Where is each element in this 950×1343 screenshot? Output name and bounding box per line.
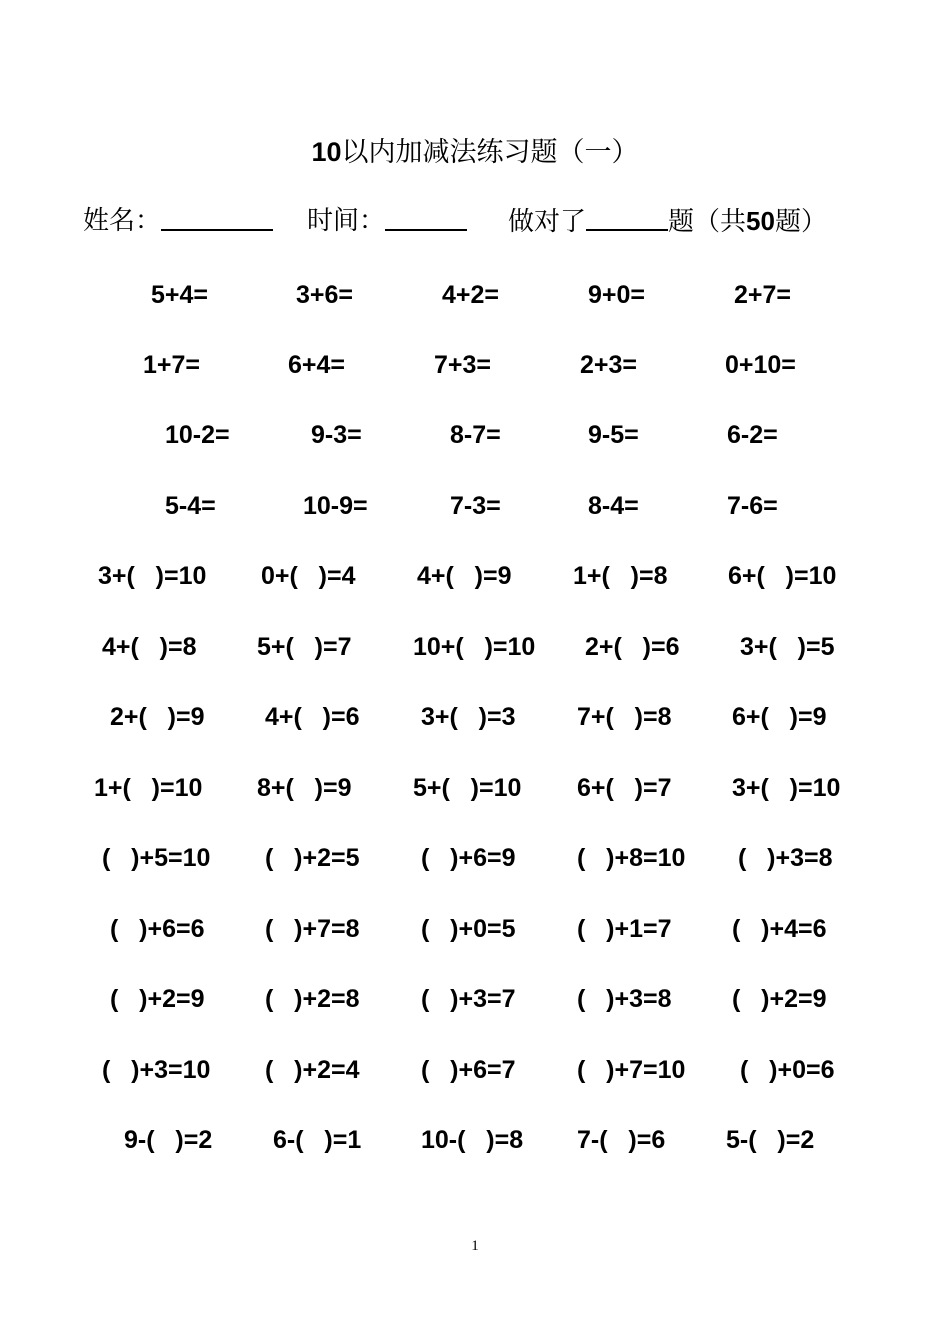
math-problem: 3+6= xyxy=(296,281,354,309)
math-problem: 9-( )=2 xyxy=(124,1126,213,1154)
math-problem: 6+( )=10 xyxy=(728,562,837,590)
time-label: 时间： xyxy=(307,206,386,236)
math-problem: 9+0= xyxy=(588,281,646,309)
math-problem: 10+( )=10 xyxy=(413,633,536,661)
math-problem: 2+( )=9 xyxy=(110,703,205,731)
math-problem: 0+( )=4 xyxy=(261,562,356,590)
time-field xyxy=(307,201,467,241)
math-problem: 9-3= xyxy=(311,421,362,449)
math-problem: 6-2= xyxy=(727,421,778,449)
math-problem: ( )+6=7 xyxy=(421,1056,516,1084)
math-problem: ( )+2=9 xyxy=(732,985,827,1013)
math-problem: ( )+2=5 xyxy=(265,844,360,872)
math-problem: 4+( )=9 xyxy=(417,562,512,590)
math-problem: 2+7= xyxy=(734,281,792,309)
name-field xyxy=(83,201,273,241)
math-problem: 6+4= xyxy=(288,351,346,379)
math-problem: ( )+3=7 xyxy=(421,985,516,1013)
math-problem: 3+( )=10 xyxy=(98,562,207,590)
math-problem: 8+( )=9 xyxy=(257,774,352,802)
score-field xyxy=(508,201,827,241)
math-problem: ( )+3=10 xyxy=(102,1056,211,1084)
math-problem: ( )+8=10 xyxy=(577,844,686,872)
math-problem: 10-( )=8 xyxy=(421,1126,524,1154)
math-problem: 3+( )=5 xyxy=(740,633,835,661)
math-problem: ( )+2=4 xyxy=(265,1056,360,1084)
math-problem: 2+3= xyxy=(580,351,638,379)
question-suffix: 题（共 xyxy=(668,207,747,237)
math-problem: ( )+6=9 xyxy=(421,844,516,872)
name-blank xyxy=(161,201,273,231)
math-problem: ( )+3=8 xyxy=(738,844,833,872)
math-problem: ( )+0=6 xyxy=(740,1056,835,1084)
correct-blank xyxy=(586,201,668,231)
math-problem: ( )+4=6 xyxy=(732,915,827,943)
title-text: 以内加减法练习题（一） xyxy=(341,137,639,168)
math-problem: 7-( )=6 xyxy=(577,1126,666,1154)
math-problem: 10-9= xyxy=(303,492,368,520)
math-problem: 6+( )=7 xyxy=(577,774,672,802)
math-problem: ( )+2=8 xyxy=(265,985,360,1013)
math-problem: 4+2= xyxy=(442,281,500,309)
math-problem: 5-4= xyxy=(165,492,216,520)
math-problem: ( )+7=8 xyxy=(265,915,360,943)
math-problem: 5+( )=7 xyxy=(257,633,352,661)
name-label: 姓名： xyxy=(83,206,162,236)
math-problem: 5-( )=2 xyxy=(726,1126,815,1154)
time-blank xyxy=(385,201,467,231)
math-problem: 0+10= xyxy=(725,351,796,379)
math-problem: 5+( )=10 xyxy=(413,774,522,802)
math-problem: 6+( )=9 xyxy=(732,703,827,731)
math-problem: 7-3= xyxy=(450,492,501,520)
math-problem: 7+3= xyxy=(434,351,492,379)
math-problem: 7-6= xyxy=(727,492,778,520)
title-number: 10 xyxy=(311,137,342,167)
math-problem: ( )+1=7 xyxy=(577,915,672,943)
math-problem: ( )+7=10 xyxy=(577,1056,686,1084)
math-problem: ( )+6=6 xyxy=(110,915,205,943)
math-problem: ( )+0=5 xyxy=(421,915,516,943)
math-problem: 1+( )=10 xyxy=(94,774,203,802)
math-problem: 4+( )=6 xyxy=(265,703,360,731)
total-count: 50 xyxy=(746,206,775,236)
math-problem: ( )+2=9 xyxy=(110,985,205,1013)
math-problem: 3+( )=10 xyxy=(732,774,841,802)
total-suffix: 题） xyxy=(774,207,827,237)
math-problem: ( )+3=8 xyxy=(577,985,672,1013)
math-problem: 7+( )=8 xyxy=(577,703,672,731)
math-problem: 1+( )=8 xyxy=(573,562,668,590)
math-problem: 10-2= xyxy=(165,421,230,449)
math-problem: 1+7= xyxy=(143,351,201,379)
math-problem: 4+( )=8 xyxy=(102,633,197,661)
math-problem: 8-7= xyxy=(450,421,501,449)
correct-label: 做对了 xyxy=(508,207,587,237)
page-number: 1 xyxy=(471,1238,479,1254)
math-problem: 5+4= xyxy=(151,281,209,309)
math-problem: 2+( )=6 xyxy=(585,633,680,661)
math-problem: 6-( )=1 xyxy=(273,1126,362,1154)
page-title xyxy=(0,132,950,173)
math-problem: 9-5= xyxy=(588,421,639,449)
math-problem: 3+( )=3 xyxy=(421,703,516,731)
math-problem: 8-4= xyxy=(588,492,639,520)
math-problem: ( )+5=10 xyxy=(102,844,211,872)
